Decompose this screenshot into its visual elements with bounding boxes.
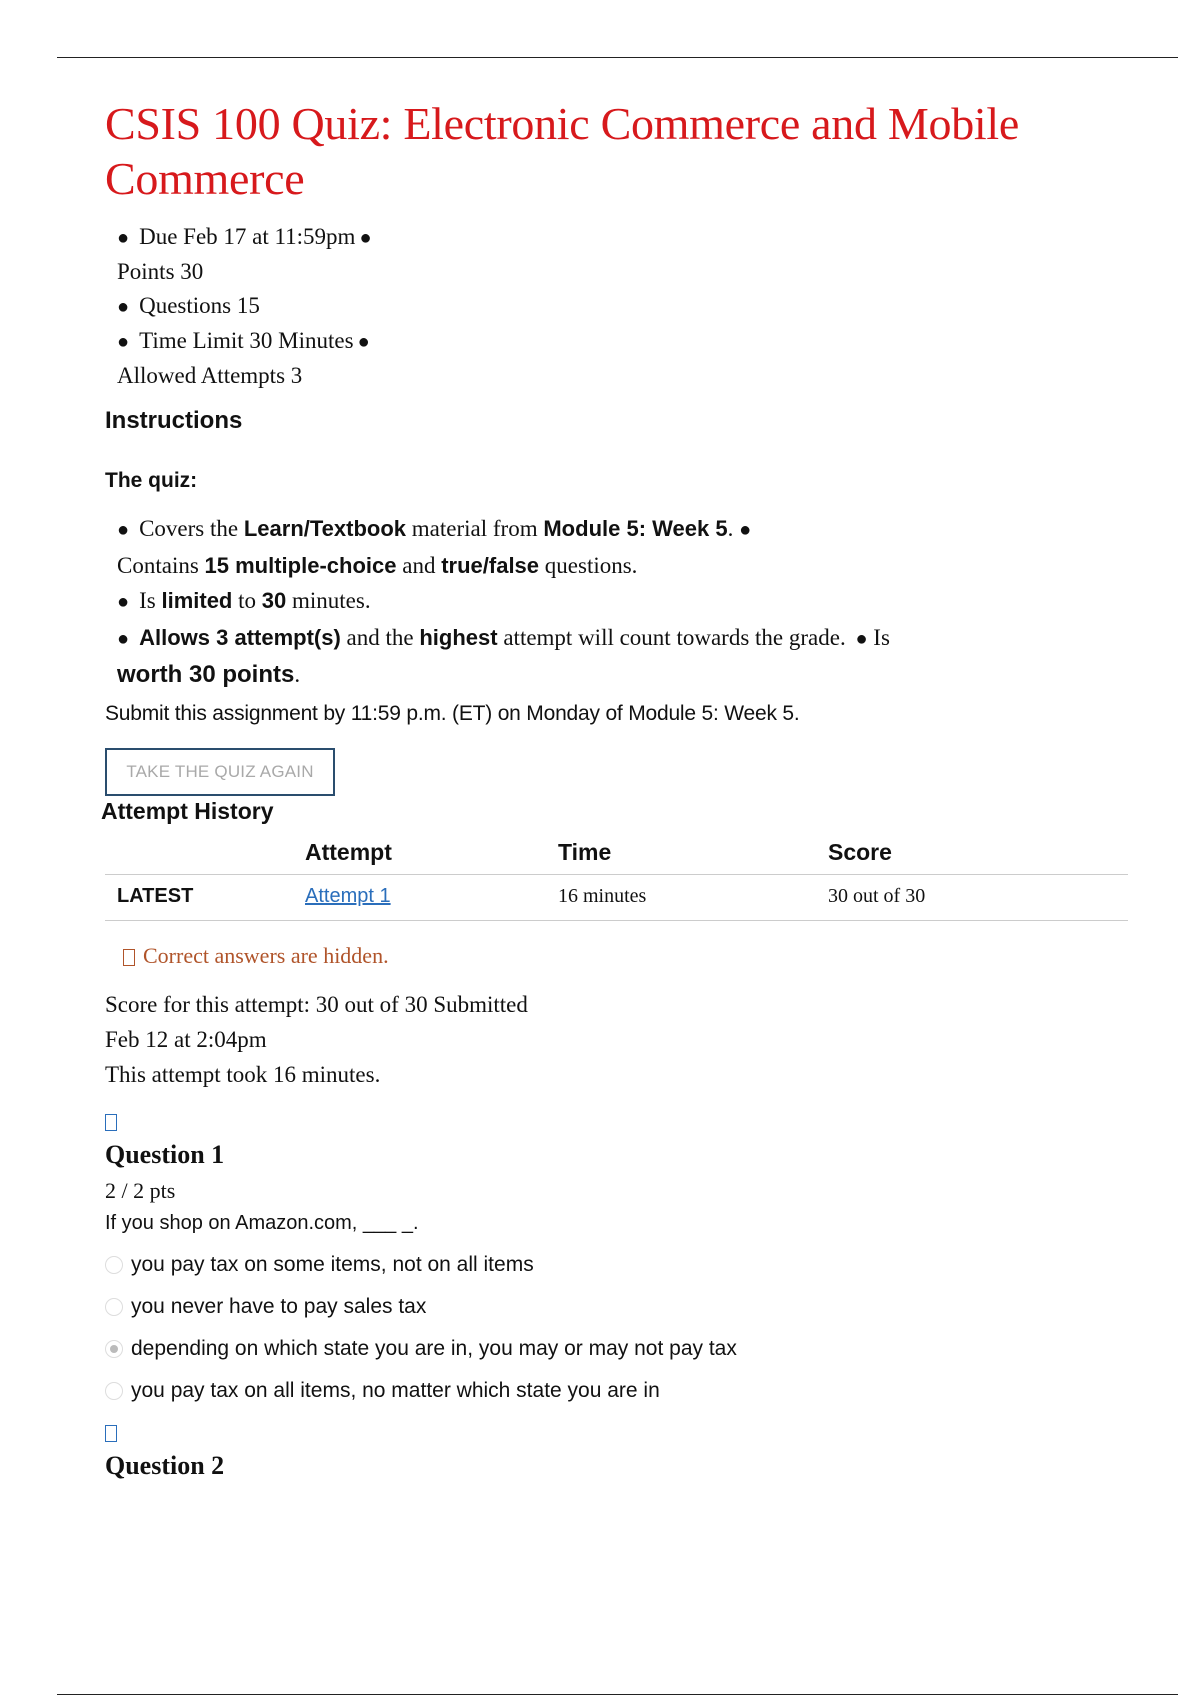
answers-hidden-notice: Correct answers are hidden.	[123, 943, 1135, 969]
bottom-rule	[57, 1694, 1178, 1695]
attempt-history-heading: Attempt History	[101, 798, 274, 824]
table-header-row	[105, 839, 1128, 875]
quiz-title: CSIS 100 Quiz: Electronic Commerce and Mobile Commerce	[105, 98, 1019, 204]
radio-button-checked[interactable]	[105, 1340, 123, 1358]
answer-option-selected[interactable]: depending on which state you are in, you may or may not pay tax	[105, 1337, 1135, 1361]
attempt-summary: Score for this attempt: 30 out of 30 Submitted Feb 12 at 2:04pm This attempt took 16 minutes.	[105, 992, 528, 1087]
question-1-text: If you shop on Amazon.com, ___ _.	[105, 1212, 419, 1234]
attempt-history-table	[105, 839, 1128, 921]
answer-option[interactable]: you pay tax on all items, no matter which state you are in	[105, 1379, 1135, 1403]
allowed-attempts: Allowed Attempts 3	[117, 363, 303, 388]
col-score: Score	[828, 839, 1128, 875]
table-row	[105, 875, 1128, 921]
radio-button[interactable]	[105, 1382, 123, 1400]
col-attempt: Attempt	[305, 839, 558, 875]
due-date: Due Feb 17 at 11:59pm	[139, 224, 356, 249]
attempt-time: 16 minutes	[558, 875, 828, 921]
quiz-label: The quiz:	[105, 469, 198, 492]
top-rule	[57, 57, 1178, 58]
retake-quiz-button[interactable]: TAKE THE QUIZ AGAIN	[105, 748, 335, 796]
info-icon	[123, 949, 135, 966]
answer-option[interactable]: you pay tax on some items, not on all items	[105, 1253, 1135, 1277]
points: Points 30	[117, 259, 204, 284]
answer-option[interactable]: you never have to pay sales tax	[105, 1295, 1135, 1319]
radio-button[interactable]	[105, 1256, 123, 1274]
radio-button[interactable]	[105, 1298, 123, 1316]
attempt-1-link[interactable]: Attempt 1	[305, 885, 391, 907]
latest-tag: LATEST	[105, 875, 305, 921]
col-time: Time	[558, 839, 828, 875]
submit-deadline-note: Submit this assignment by 11:59 p.m. (ET) on Monday of Module 5: Week 5.	[105, 702, 800, 725]
questions-count: Questions 15	[139, 293, 260, 318]
time-limit: Time Limit 30 Minutes	[139, 328, 354, 353]
flag-question-icon[interactable]	[105, 1114, 117, 1131]
quiz-page	[101, 96, 1135, 1481]
question-1-points: 2 / 2 pts	[105, 1178, 176, 1203]
instructions-heading: Instructions	[105, 407, 243, 434]
flag-question-icon[interactable]	[105, 1425, 117, 1442]
attempt-score: 30 out of 30	[828, 875, 1128, 921]
question-1-title: Question 1	[105, 1140, 225, 1169]
question-2-title: Question 2	[105, 1451, 225, 1480]
quiz-rules: ● Covers the Learn/Textbook material from Module 5: Week 5. ● Contains 15 multiple-choice and true/false questions. ● Is limited to 30 minutes. ● Allows 3 attempt(s) and the highest attempt will count towards the grade. ● Is worth 30 points.	[117, 516, 890, 688]
quiz-meta: ● Due Feb 17 at 11:59pm ● Points 30 ● Questions 15 ● Time Limit 30 Minutes ● Allowed Attempts 3	[117, 220, 1135, 393]
